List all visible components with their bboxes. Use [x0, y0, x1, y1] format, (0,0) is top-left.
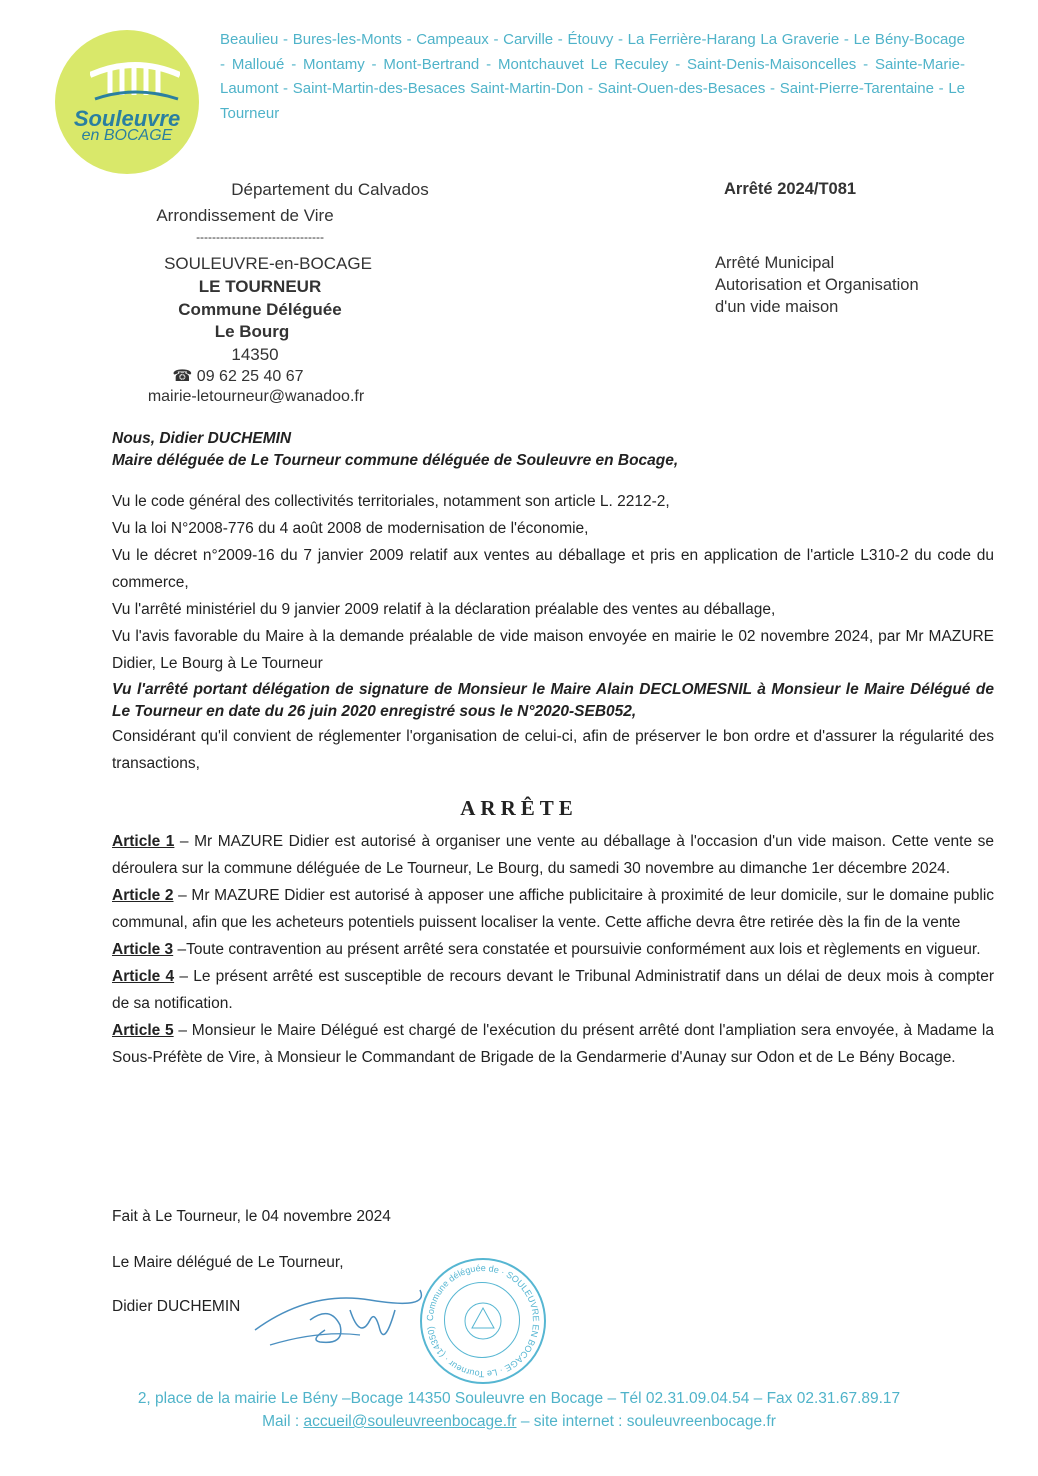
article-2-label: Article 2	[112, 887, 174, 904]
footer-mail-label: Mail :	[262, 1413, 304, 1430]
article-3	[112, 936, 994, 963]
departement: Département du Calvados	[231, 180, 429, 199]
article-4-text: – Le présent arrêté est susceptible de recours devant le Tribunal Administratif dans un délai de deux mois à compter de sa notification.	[112, 968, 995, 1012]
considerant-2: Vu la loi N°2008-776 du 4 août 2008 de modernisation de l'économie,	[112, 520, 589, 537]
arrondissement: Arrondissement de Vire	[156, 206, 334, 225]
article-4	[112, 963, 994, 1017]
logo-subtitle: en BOCAGE	[81, 127, 173, 144]
postal-code: 14350	[231, 345, 279, 364]
article-3-label: Article 3	[112, 941, 174, 958]
stamp-seal-icon	[420, 1258, 546, 1384]
logo-name: Souleuvre	[73, 106, 181, 131]
signatory-signed-name: Didier DUCHEMIN	[112, 1298, 241, 1315]
considerant-4: Vu l'arrêté ministériel du 9 janvier 2009 relatif à la déclaration préalable des ventes au déballage,	[112, 601, 776, 618]
article-2-text: – Mr MAZURE Didier est autorisé à apposer une affiche publicitaire à proximité de leur domicile, sur le domaine public communal, afin que les acheteurs potentiels puissent localiser la vente. Cette affiche devra être retirée dès la fin de la vente	[112, 887, 995, 931]
arrete-subject-line1: Autorisation et Organisation	[715, 276, 919, 294]
fait-date: Fait à Le Tourneur, le 04 novembre 2024	[112, 1208, 391, 1225]
arrete-number: Arrêté 2024/T081	[724, 180, 857, 198]
article-5	[112, 1017, 994, 1071]
signatory-name: Nous, Didier DUCHEMIN	[112, 430, 292, 447]
commune-deleguee-label: Commune Déléguée	[178, 300, 342, 319]
footer-site[interactable]: – site internet : souleuvreenbocage.fr	[516, 1413, 776, 1430]
footer-contact	[0, 1413, 1038, 1431]
article-2	[112, 882, 994, 936]
article-5-label: Article 5	[112, 1022, 174, 1039]
arrete-title: ARRÊTE	[460, 796, 578, 820]
article-1-label: Article 1	[112, 833, 175, 850]
article-3-text: –Toute contravention au présent arrêté sera constatée et poursuivie conformément aux lois et règlements en vigueur.	[173, 941, 981, 958]
phone-number: ☎ 09 62 25 40 67	[172, 368, 304, 385]
arrete-type: Arrêté Municipal	[715, 254, 835, 272]
delegation-text: Vu l'arrêté portant délégation de signature de Monsieur le Maire Alain DECLOMESNIL à Monsieur le Maire Délégué de Le Tourneur en date du 26 juin 2020 enregistré sous le N°2020-SEB052,	[112, 681, 994, 720]
footer-address: 2, place de la mairie Le Bény –Bocage 14350 Souleuvre en Bocage – Tél 02.31.09.04.54 – Fax 02.31.67.89.17	[137, 1390, 901, 1407]
arrete-subject-line2: d'un vide maison	[715, 298, 839, 316]
article-1	[112, 828, 994, 882]
header-separator: --------------------------------	[196, 230, 324, 244]
commune-name: SOULEUVRE-en-BOCAGE	[164, 254, 372, 273]
considerant-3: Vu le décret n°2009-16 du 7 janvier 2009 relatif aux ventes au déballage et pris en application de l'article L310-2 du code du commerce,	[112, 547, 994, 591]
svg-text:Commune déléguée de · SOULEUVR	[425, 1263, 541, 1379]
article-1-text: – Mr MAZURE Didier est autorisé à organiser une vente au déballage à l'occasion d'un vide maison. Cette vente se déroulera sur la commune déléguée de Le Tourneur, Le Bourg, du samedi 30 novembre au dimanche 1er décembre 2024.	[112, 833, 995, 877]
handwritten-signature	[250, 1270, 430, 1370]
considerant-final: Considérant qu'il convient de réglementer l'organisation de celui-ci, afin de préserver le bon ordre et d'assurer la régularité des transactions,	[112, 728, 994, 772]
article-5-text: – Monsieur le Maire Délégué est chargé de l'exécution du présent arrêté dont l'ampliation sera envoyée, à Madame la Sous-Préfète de Vire, à Monsieur le Commandant de Brigade de la Gendarmerie d'Aunay sur Odon et de Le Bény Bocage.	[112, 1022, 994, 1066]
footer-mail-link[interactable]: accueil@souleuvreenbocage.fr	[303, 1413, 517, 1430]
commune-deleguee-name: LE TOURNEUR	[198, 277, 322, 296]
article-4-label: Article 4	[112, 968, 175, 985]
considerant-5: Vu l'avis favorable du Maire à la demande préalable de vide maison envoyée en mairie le 02 novembre 2024, par Mr MAZURE Didier, Le Bourg à Le Tourneur	[112, 628, 994, 672]
logo-bridge-icon	[90, 55, 180, 105]
bourg-label: Le Bourg	[214, 322, 290, 341]
stamp-text: Commune déléguée de · SOULEUVRE EN BOCAGE · Le Tourneur · (14350)	[424, 1262, 542, 1380]
communes-list: Beaulieu - Bures-les-Monts - Campeaux - Carville - Étouvy - La Ferrière-Harang La Graverie - Le Bény-Bocage - Malloué - Montamy - Mont-Bertrand - Montchauvet Le Reculey - Saint-Denis-Maisoncelles - Sainte-Marie-Laumont - Saint-Martin-des-Besaces Saint-Martin-Don - Saint-Ouen-des-Besaces - Saint-Pierre-Tarentaine - Le Tourneur	[220, 31, 965, 122]
considerant-1: Vu le code général des collectivités territoriales, notamment son article L. 2212-2,	[112, 493, 670, 510]
email-address: mairie-letourneur@wanadoo.fr	[147, 388, 365, 405]
signatory-title: Maire déléguée de Le Tourneur commune déléguée de Souleuvre en Bocage,	[112, 452, 679, 469]
signatory-role: Le Maire délégué de Le Tourneur,	[112, 1254, 344, 1271]
